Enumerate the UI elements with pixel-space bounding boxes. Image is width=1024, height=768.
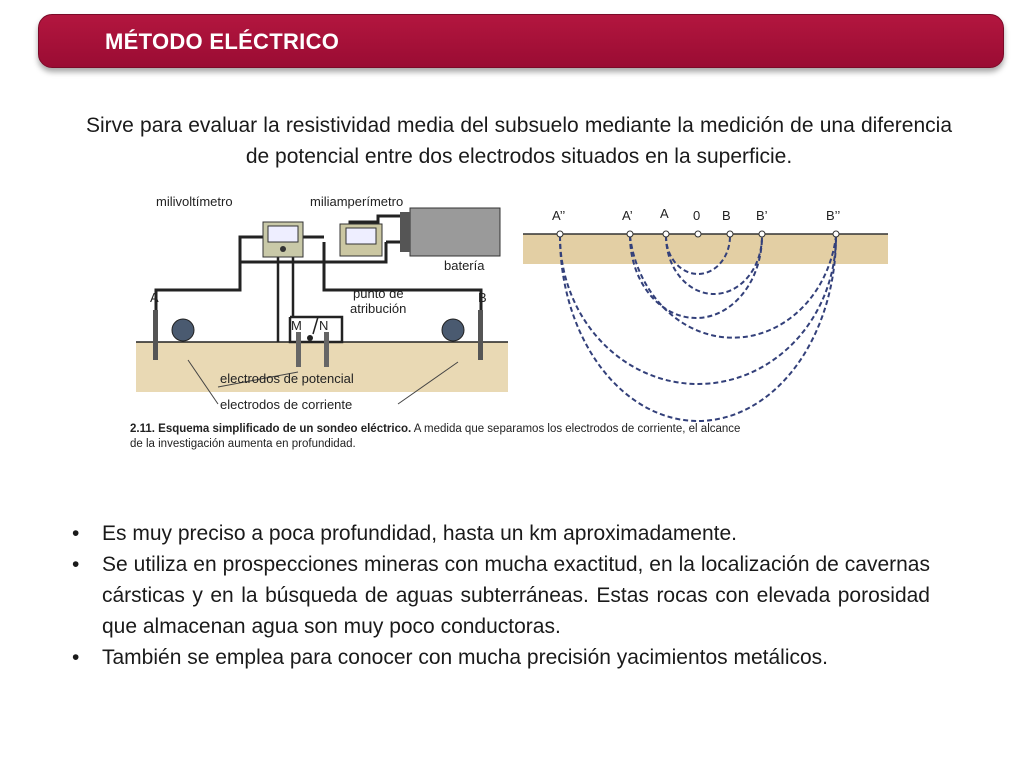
svg-text:2.11. Esquema simplific (130, 423, 740, 435)
bullet-item: • Es muy preciso a poca profundidad, hasta un km aproximadamente. (72, 518, 930, 549)
label-potencial: electrodos de potencial (220, 371, 354, 386)
bullet-item: • Se utiliza en prospecciones mineras con mucha exactitud, en la localización de cavernas cársticas y en la búsqueda de aguas subterráneas. Estas rocas con elevada porosidad que almacenan agua son muy poco conductoras. (72, 549, 930, 642)
label-a0: A (660, 206, 669, 221)
bullet-list (72, 518, 930, 673)
label-n: N (319, 318, 329, 333)
label-punto-1: punto de (353, 286, 404, 301)
title-bar (38, 14, 1004, 68)
caption-title: Esquema simplificado de un sondeo eléctrico. (158, 423, 412, 435)
label-punto-2: atribución (350, 301, 407, 316)
caption-number: 2.11. (130, 423, 155, 435)
label-b1: B’ (756, 208, 768, 223)
label-b2: B’’ (826, 208, 841, 223)
label-a1: A’ (622, 208, 633, 223)
label-bateria: batería (444, 258, 485, 273)
label-milivoltimetro: milivoltímetro (156, 194, 233, 209)
label-a-left: A (150, 290, 159, 305)
slide-title: MÉTODO ELÉCTRICO (105, 29, 340, 54)
right-current-lines (523, 206, 888, 421)
figure-caption (130, 423, 740, 450)
sounding-diagram (128, 182, 908, 462)
label-zero: 0 (693, 208, 701, 223)
label-a2: A’’ (552, 208, 566, 223)
left-schematic (136, 194, 508, 412)
caption-line2: de la investigación aumenta en profundidad. (130, 438, 356, 450)
caption-line1: A medida que separamos los electrodos de corriente, el alcance (413, 423, 741, 435)
label-m: M (291, 318, 302, 333)
label-corriente: electrodos de corriente (220, 397, 353, 412)
label-b-left: B (478, 290, 487, 305)
intro-paragraph: Sirve para evaluar la resistividad media del subsuelo mediante la medición de una diferencia de potencial entre dos electrodos situados en la superficie. (86, 114, 952, 168)
bullet-item: • También se emplea para conocer con mucha precisión yacimientos metálicos. (72, 642, 930, 673)
label-miliamperimetro: miliamperímetro (310, 194, 404, 209)
label-b0: B (722, 208, 731, 223)
